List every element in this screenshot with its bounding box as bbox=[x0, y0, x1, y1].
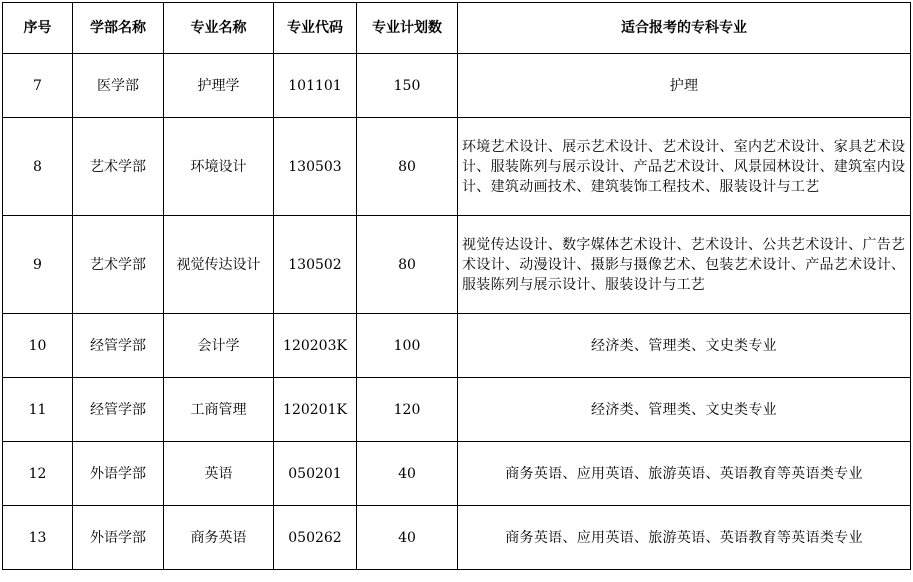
header-fit: 适合报考的专科专业 bbox=[458, 3, 911, 54]
cell-code: 120201K bbox=[274, 378, 357, 442]
cell-major: 工商管理 bbox=[164, 378, 274, 442]
cell-dept: 艺术学部 bbox=[73, 118, 164, 216]
cell-plan: 40 bbox=[357, 506, 458, 570]
cell-plan: 40 bbox=[357, 442, 458, 506]
cell-major: 环境设计 bbox=[164, 118, 274, 216]
cell-plan: 100 bbox=[357, 314, 458, 378]
cell-code: 120203K bbox=[274, 314, 357, 378]
table-row bbox=[3, 118, 911, 216]
table-header-row bbox=[3, 3, 911, 54]
cell-code: 050201 bbox=[274, 442, 357, 506]
header-major: 专业名称 bbox=[164, 3, 274, 54]
cell-code: 130503 bbox=[274, 118, 357, 216]
cell-fit: 视觉传达设计、数字媒体艺术设计、艺术设计、公共艺术设计、广告艺术设计、动漫设计、摄影与摄像艺术、包装艺术设计、产品艺术设计、服装陈列与展示设计、服装设计与工艺 bbox=[458, 216, 911, 314]
admission-plan-table bbox=[2, 2, 911, 570]
cell-dept: 医学部 bbox=[73, 54, 164, 118]
cell-major: 英语 bbox=[164, 442, 274, 506]
cell-major: 护理学 bbox=[164, 54, 274, 118]
cell-fit: 护理 bbox=[458, 54, 911, 118]
cell-no: 11 bbox=[3, 378, 73, 442]
table-row bbox=[3, 506, 911, 570]
header-code: 专业代码 bbox=[274, 3, 357, 54]
cell-fit: 商务英语、应用英语、旅游英语、英语教育等英语类专业 bbox=[458, 442, 911, 506]
cell-dept: 外语学部 bbox=[73, 442, 164, 506]
cell-no: 13 bbox=[3, 506, 73, 570]
header-plan: 专业计划数 bbox=[357, 3, 458, 54]
cell-dept: 外语学部 bbox=[73, 506, 164, 570]
cell-fit: 经济类、管理类、文史类专业 bbox=[458, 314, 911, 378]
cell-code: 130502 bbox=[274, 216, 357, 314]
cell-code: 050262 bbox=[274, 506, 357, 570]
cell-major: 视觉传达设计 bbox=[164, 216, 274, 314]
table-row bbox=[3, 314, 911, 378]
cell-major: 商务英语 bbox=[164, 506, 274, 570]
cell-no: 12 bbox=[3, 442, 73, 506]
cell-fit: 经济类、管理类、文史类专业 bbox=[458, 378, 911, 442]
cell-code: 101101 bbox=[274, 54, 357, 118]
cell-plan: 80 bbox=[357, 118, 458, 216]
table-row bbox=[3, 216, 911, 314]
cell-plan: 80 bbox=[357, 216, 458, 314]
table-row bbox=[3, 442, 911, 506]
cell-no: 7 bbox=[3, 54, 73, 118]
header-dept: 学部名称 bbox=[73, 3, 164, 54]
cell-fit: 环境艺术设计、展示艺术设计、艺术设计、室内艺术设计、家具艺术设计、服装陈列与展示设计、产品艺术设计、风景园林设计、建筑室内设计、建筑动画技术、建筑装饰工程技术、服装设计与工艺 bbox=[458, 118, 911, 216]
cell-dept: 经管学部 bbox=[73, 378, 164, 442]
cell-major: 会计学 bbox=[164, 314, 274, 378]
cell-no: 10 bbox=[3, 314, 73, 378]
table-row bbox=[3, 54, 911, 118]
table-row bbox=[3, 378, 911, 442]
cell-plan: 120 bbox=[357, 378, 458, 442]
header-no: 序号 bbox=[3, 3, 73, 54]
cell-dept: 经管学部 bbox=[73, 314, 164, 378]
cell-dept: 艺术学部 bbox=[73, 216, 164, 314]
cell-fit: 商务英语、应用英语、旅游英语、英语教育等英语类专业 bbox=[458, 506, 911, 570]
cell-plan: 150 bbox=[357, 54, 458, 118]
cell-no: 8 bbox=[3, 118, 73, 216]
cell-no: 9 bbox=[3, 216, 73, 314]
